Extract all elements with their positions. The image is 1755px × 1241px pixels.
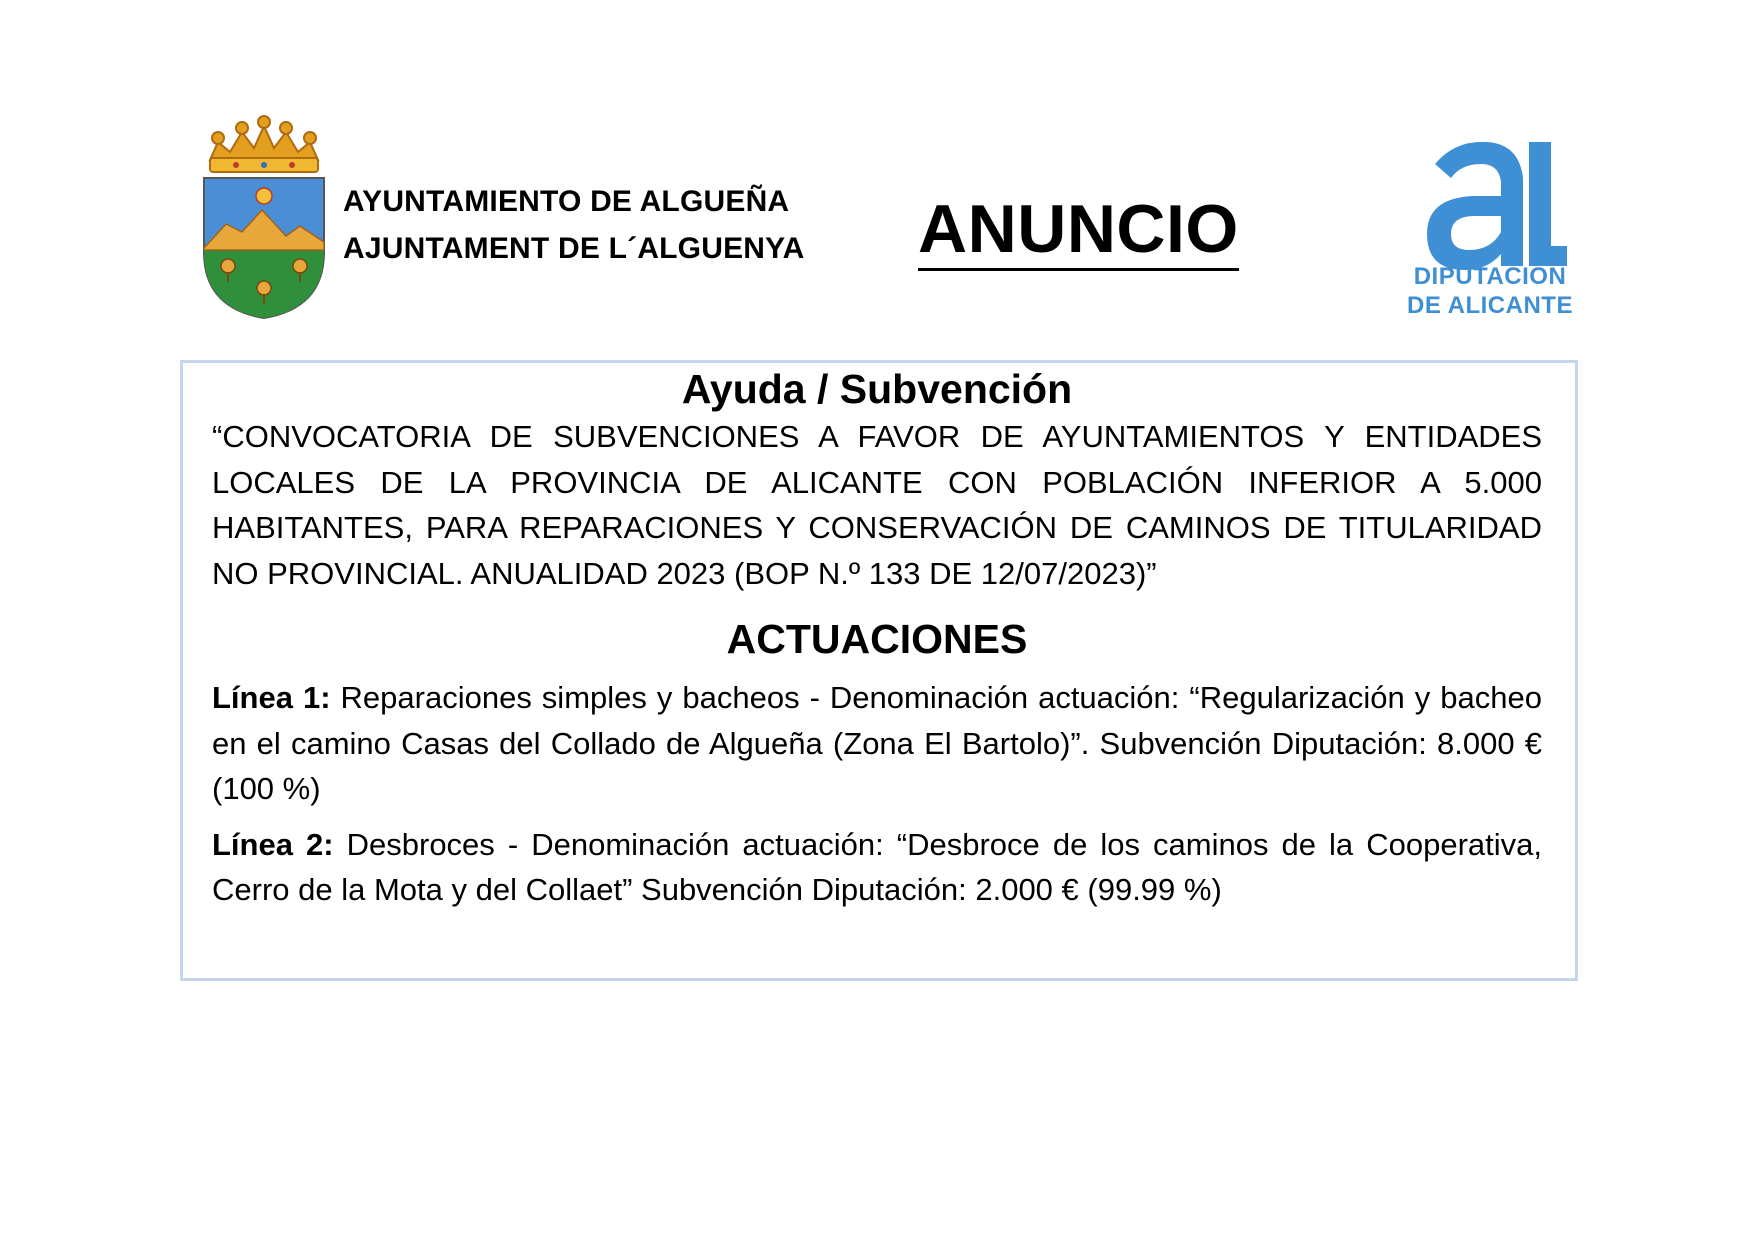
diputacion-line1: DIPUTACIÓN	[1413, 263, 1567, 290]
linea-2	[212, 822, 1542, 913]
linea-2-label: Línea 2:	[212, 826, 334, 862]
council-name	[343, 178, 804, 272]
coat-of-arms-icon	[196, 112, 332, 322]
notice-heading: Ayuda / Subvención	[681, 366, 1073, 412]
convocatoria-text: “CONVOCATORIA DE SUBVENCIONES A FAVOR DE AYUNTAMIENTOS Y ENTIDADES LOCALES DE LA PROVINCIA DE ALICANTE CON POBLACIÓN INFERIOR A 5.000 HABITANTES, PARA REPARACIONES Y CONSERVACIÓN DE CAMINOS DE TITULARIDAD NO PROVINCIAL. ANUALIDAD 2023 (BOP N.º 133 DE 12/07/2023)”	[212, 419, 1542, 591]
actuaciones-heading: ACTUACIONES	[726, 616, 1028, 662]
linea-1	[212, 675, 1542, 812]
diputacion-name	[1395, 262, 1585, 320]
linea-1-label: Línea 1:	[212, 680, 331, 715]
council-name-es: AYUNTAMIENTO DE ALGUEÑA	[343, 185, 790, 218]
linea-2-text: Desbroces - Denominación actuación: “Desbroce de los caminos de la Cooperativa, Cerro de la Mota y del Collaet” Subvención Diputación: 2.000 € (99.99 %)	[212, 826, 1542, 907]
page-title: ANUNCIO	[918, 190, 1239, 271]
council-name-va: AJUNTAMENT DE L´ALGUENYA	[343, 232, 805, 265]
diputacion-line2: DE ALICANTE	[1407, 292, 1573, 319]
notice-box	[180, 360, 1578, 981]
notice-content	[212, 363, 1542, 913]
linea-1-text: Reparaciones simples y bacheos - Denominación actuación: “Regularización y bacheo en el camino Casas del Collado de Algueña (Zona El Bartolo)”. Subvención Diputación: 8.000 € (100 %)	[212, 680, 1542, 806]
